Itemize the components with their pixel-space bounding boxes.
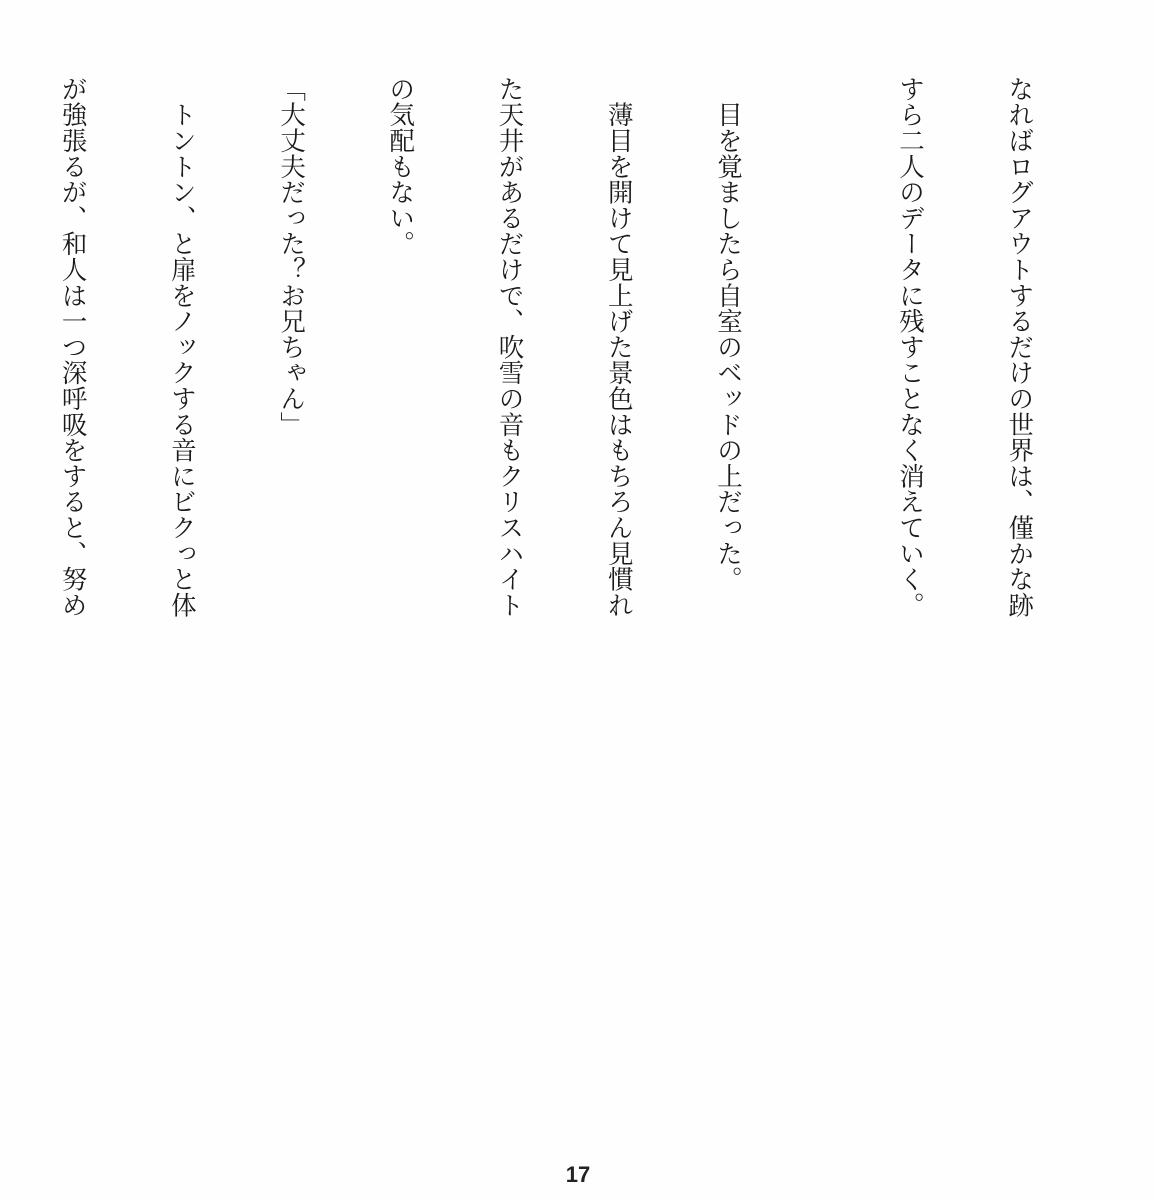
text-line: トントン、と扉をノックする音にビクっと体 — [166, 76, 197, 618]
vertical-text-block — [0, 76, 1110, 618]
page-number: 17 — [565, 1162, 591, 1187]
text-line: た天井があるだけで、吹雪の音もクリスハイト — [494, 76, 525, 618]
text-line: なればログアウトするだけの世界は、僅かな跡 — [1004, 76, 1035, 618]
text-line: 目を覚ましたら自室のベッドの上だった。 — [712, 76, 743, 592]
text-line: すら二人のデータに残すことなく消えていく。 — [894, 76, 925, 618]
text-line: 薄目を開けて見上げた景色はもちろん見慣れ — [603, 76, 634, 618]
text-line: が強張るが、和人は一つ深呼吸をすると、努め — [57, 76, 88, 618]
dialogue-line: 「大丈夫だった？お兄ちゃん」 — [276, 76, 307, 438]
text-line: の気配もない。 — [385, 76, 416, 257]
